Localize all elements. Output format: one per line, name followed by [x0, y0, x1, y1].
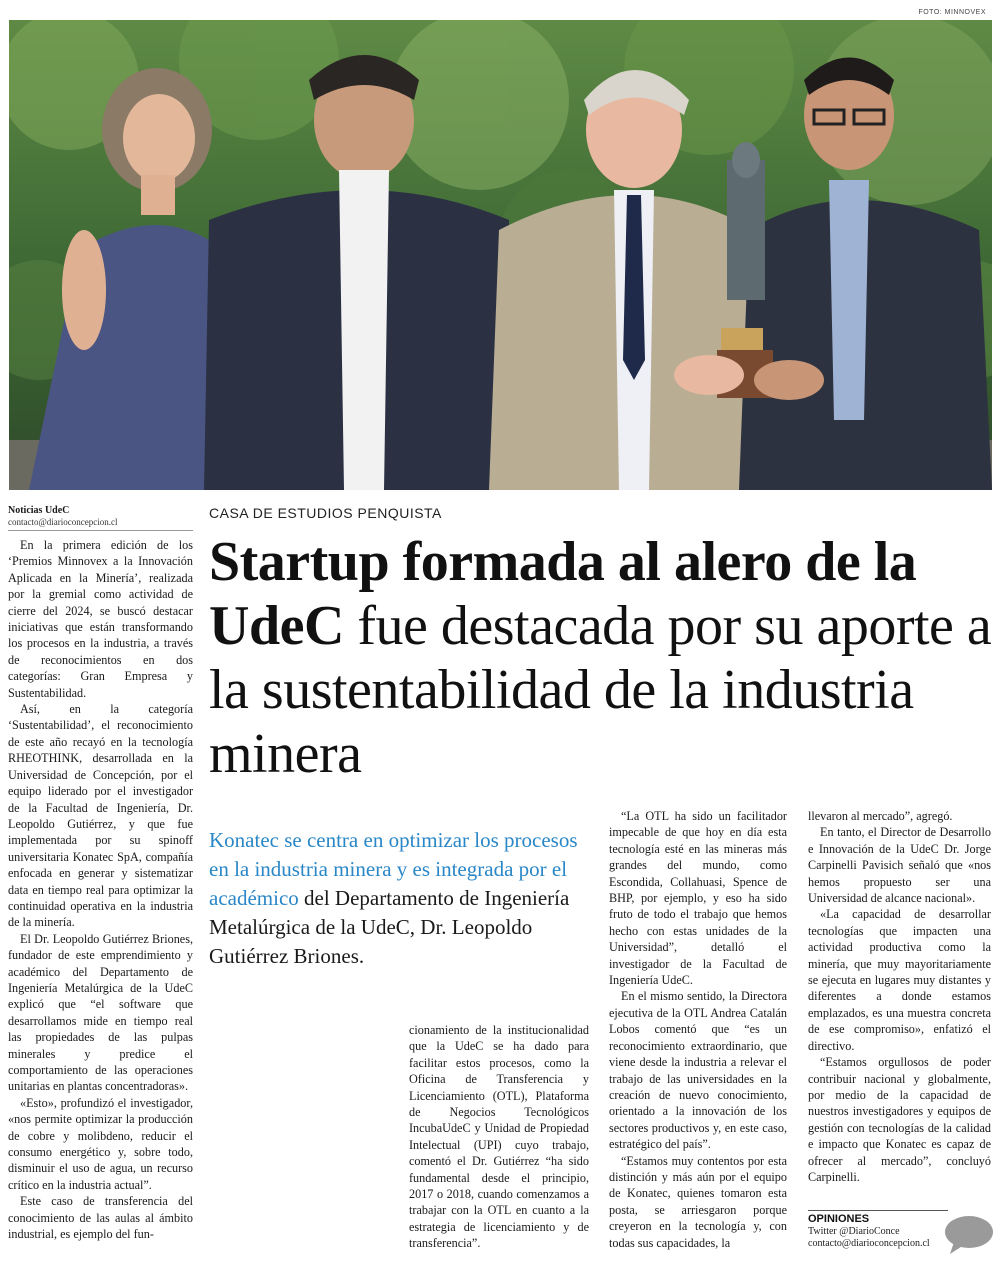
paragraph: “La OTL ha sido un facilitador impecable de que hoy en día esta tecnología esté en las mineras más grandes del mundo, como Escondida, Collahuasi, Spence de BHP, por ejemplo, y eso ha sido fruto de todo el trabajo que hemos hecho con estas unidades de la Universidad”, detalló el investigador de la Facultad de Ingeniería UdeC.	[609, 809, 787, 988]
paragraph: cionamiento de la institucionalidad que la UdeC se ha dado para facilitar estos procesos, como la Oficina de Transferencia y Licenciamiento (OTL), Plataforma de Negocios Tecnológicos IncubaUdeC y Unidad de Propiedad Intelectual (UPI) cuyo trabajo, comentó el Dr. Gutiérrez “ha sido fundamental desde el principio, 2017 o 2018, cuando comenzamos a trabajar con la OTL en cuanto a la estrategia de licenciamiento y de transferencia”.	[409, 1023, 589, 1251]
paragraph: «Esto», profundizó el investigador, «nos permite optimizar la producción de cobre y molibdeno, reducir el consumo energético y, sobre todo, disminuir el uso de agua, un recurso crítico en la industria actual”.	[8, 1095, 193, 1192]
byline-email[interactable]: contacto@diarioconcepcion.cl	[8, 517, 118, 527]
paragraph: En tanto, el Director de Desarrollo e Innovación de la UdeC Dr. Jorge Carpinelli Pavisich señaló que «nos hemos propuesto ser una Universidad de alcance nacional».	[808, 825, 991, 906]
paragraph: Este caso de transferencia del conocimiento de las aulas al ámbito industrial, es ejemplo del fun-	[8, 1194, 193, 1242]
paragraph: llevaron al mercado”, agregó.	[808, 809, 953, 823]
lead-photo	[9, 20, 992, 490]
body-column-1	[8, 537, 193, 1242]
opinions-twitter[interactable]: Twitter @DiarioConce	[808, 1226, 900, 1237]
kicker: CASA DE ESTUDIOS PENQUISTA	[209, 505, 442, 521]
deck	[209, 826, 579, 971]
byline	[8, 505, 193, 528]
photo-credit: FOTO: MINNOVEX	[918, 9, 986, 16]
deck-text: del Departamento de Ingeniería Metalúrgica de la UdeC, Dr. Leopoldo Gutiérrez Briones.	[209, 886, 570, 968]
headline-regular: fue destacada por su aporte a la sustentabilidad de la industria minera	[209, 595, 992, 785]
paragraph: El Dr. Leopoldo Gutiérrez Briones, fundador de este emprendimiento y académico del Departamento de Ingeniería Metalúrgica de la UdeC explicó que “el software que desarrollamos mide en tiempo real las propiedades de las pulpas minerales y predice el comportamiento de las operaciones unitarias en plantas concentradoras».	[8, 931, 193, 1094]
headline-bold: Startup formada al alero de la UdeC	[209, 531, 917, 657]
deck-highlight: Konatec se centra en optimizar los procesos en la industria minera y es integrada por el académico	[209, 828, 578, 910]
byline-divider	[8, 530, 193, 531]
body-column-2	[409, 1022, 589, 1252]
opinions-divider	[808, 1210, 948, 1211]
paragraph: En el mismo sentido, la Directora ejecutiva de la OTL Andrea Catalán Lobos comentó que “es un reconocimiento extraordinario, que viene desde la industria a relevar el trabajo de las universidades en la creación de nuevo conocimiento, orientado a la innovación de los sectores productivos y, en este caso, estratégico del país”.	[609, 989, 787, 1152]
speech-bubble-icon	[944, 1214, 994, 1256]
paragraph: “Estamos muy contentos por esta distinción y más aún por el equipo de Konatec, quienes tomaron esta posta, se arriesgaron porque creyeron en la tecnología y, con todas sus capacidades, la	[609, 1153, 787, 1250]
opinions-title: OPINIONES	[808, 1213, 870, 1225]
paragraph: «La capacidad de desarrollar tecnologías que impacten una actividad productiva como la minería, que muy mayoritariamente se ejecuta en lugares muy distantes y diferentes a donde estamos emplazados, es una muestra concreta de ese compromiso», enfatizó el directivo.	[808, 907, 991, 1053]
body-column-3	[609, 808, 787, 1251]
body-column-4	[808, 808, 991, 1185]
paragraph: “Estamos orgullosos de poder contribuir nacional y globalmente, por medio de la capacidad de nuestros investigadores y equipos de gestión con tecnologías de la calidad e impacto que Konatec es capaz de ofrecer al mercado”, concluyó Carpinelli.	[808, 1055, 991, 1184]
byline-name: Noticias UdeC	[8, 505, 70, 516]
opinions-email[interactable]: contacto@diarioconcepcion.cl	[808, 1238, 930, 1249]
award-ceremony-photo	[9, 20, 992, 490]
paragraph: En la primera edición de los ‘Premios Minnovex a la Innovación Aplicada en la Minería’, realizada por la gremial como actividad de cierre del 2024, se buscó destacar iniciativas que están transformando los procesos en la industria, a través de reconocimientos en dos categorías: Gran Empresa y Sustentabilidad.	[8, 538, 193, 700]
paragraph: Así, en la categoría ‘Sustentabilidad’, el reconocimiento de este año recayó en la tecnología RHEOTHINK, desarrollada en la Universidad de Concepción, por el equipo liderado por el investigador de la Facultad de Ingeniería, Dr. Leopoldo Gutiérrez, y que fue implementada por su spinoff universitaria Konatec SpA, compañía enfocada en generar y sistematizar data en tiempo real para optimizar la continuidad operativa en la industria de la minería.	[8, 702, 193, 930]
headline	[209, 530, 999, 786]
